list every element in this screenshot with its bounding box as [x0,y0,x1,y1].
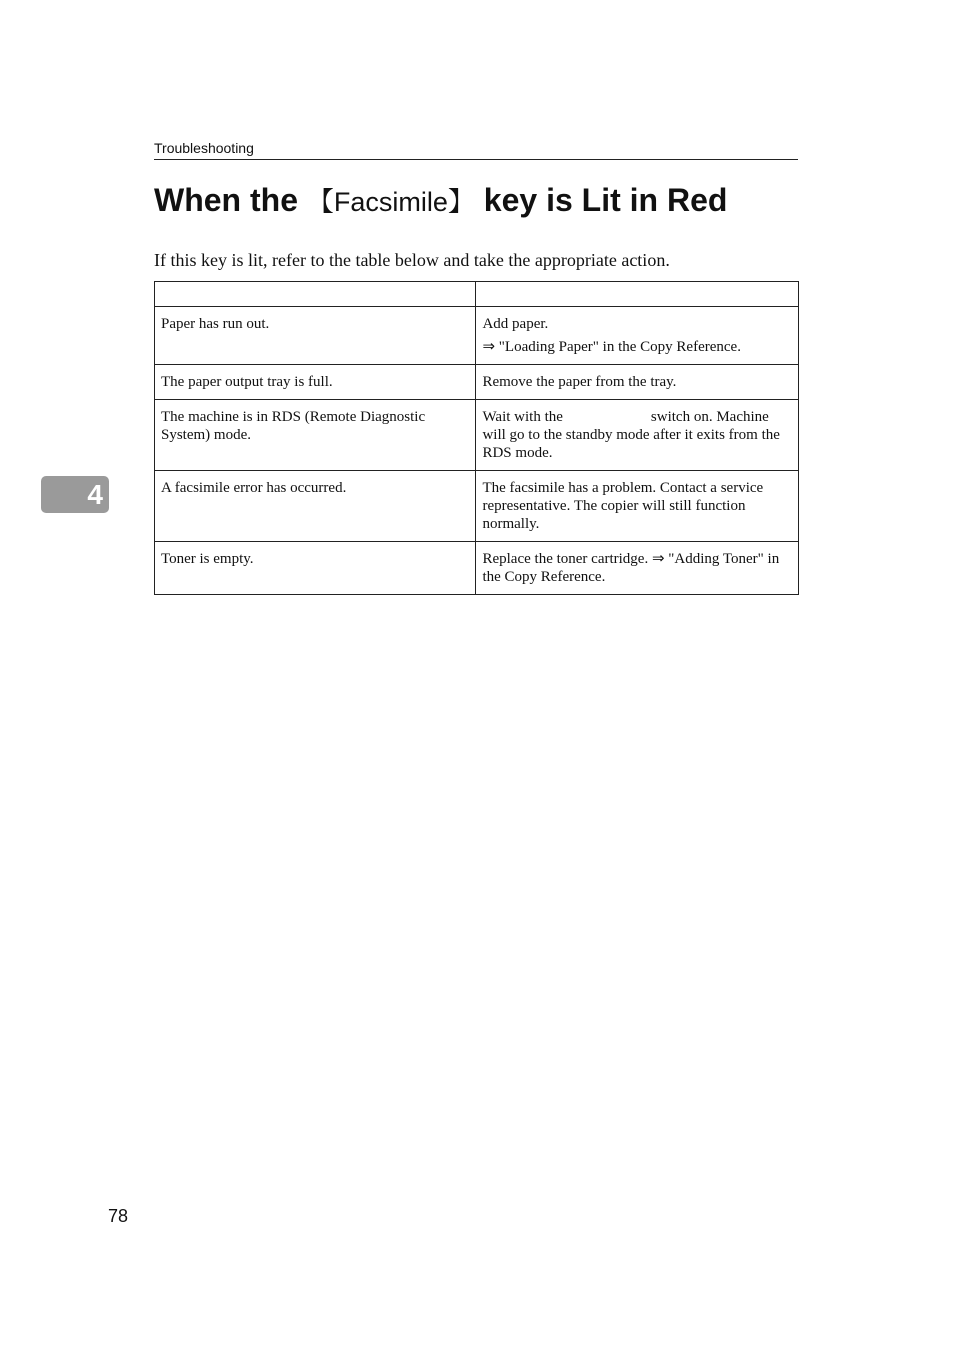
solution-cell: Replace the toner cartridge. ⇒ "Adding Toner" in the Copy Reference. [476,542,799,595]
title-open-bracket: 【 [306,187,334,217]
table-header-row [155,282,799,307]
title-after: key is Lit in Red [474,182,728,218]
solution-text-part1: Wait with the [482,409,563,425]
intro-paragraph: If this key is lit, refer to the table below and take the appropriate action. [154,250,670,270]
problem-cell: Paper has run out. [155,307,476,365]
table-row [155,542,799,595]
solution-cell [476,307,799,365]
table-row [155,365,799,400]
title-close-bracket: 】 [447,187,475,217]
solution-cell: Remove the paper from the tray. [476,365,799,400]
solution-cell: The facsimile has a problem. Contact a service representative. The copier will still function normally. [476,471,799,542]
chapter-tab: 4 [41,476,109,513]
table-row [155,471,799,542]
solution-cell [476,400,799,471]
problem-cell: The machine is in RDS (Remote Diagnostic System) mode. [155,400,476,471]
section-name: Troubleshooting [154,140,254,156]
solution-text-part2: switch on. Machine will go to the standby mode after it exits from the RDS mode. [482,409,780,461]
solution-text: Add paper. [482,316,549,332]
problem-cell: The paper output tray is full. [155,365,476,400]
troubleshooting-table [154,281,799,595]
running-header [154,139,798,160]
solution-column-header [476,282,799,307]
title-key-name: Facsimile [333,187,448,217]
table-row [155,307,799,365]
table-row [155,400,799,471]
title-before: When the [154,182,307,218]
reference-text: ⇒ "Loading Paper" in the Copy Reference. [482,339,741,355]
page-number: 78 [108,1206,129,1226]
page-title [154,178,727,224]
problem-cell: A facsimile error has occurred. [155,471,476,542]
problem-cell: Toner is empty. [155,542,476,595]
problem-column-header [155,282,476,307]
